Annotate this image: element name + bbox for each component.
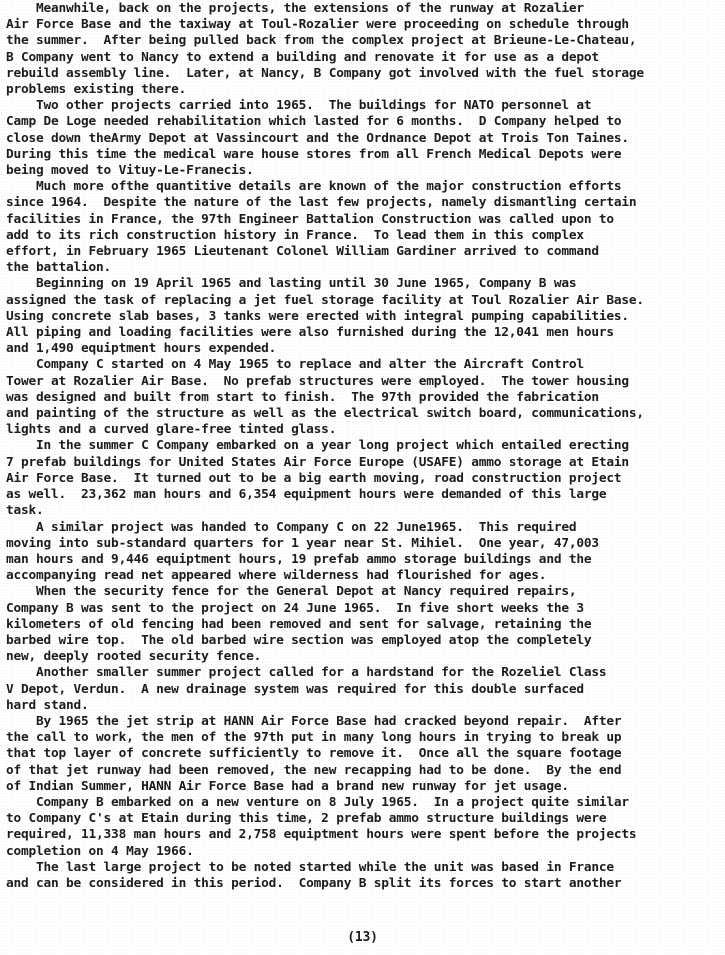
text-line: of Indian Summer, HANN Air Force Base had a brand new runway for jet usage. [6,778,569,794]
text-line: man hours and 9,446 equiptment hours, 19 prefab ammo storage buildings and the [6,551,592,567]
text-line: that top layer of concrete sufficiently to remove it. Once all the square footage [6,746,622,762]
page-number: (13) [347,930,378,945]
text-line: and 1,490 equiptment hours expended. [6,341,277,357]
paragraph-hann-jet-strip [6,714,713,795]
text-line: task. [6,503,44,519]
text-line: close down theArmy Depot at Vassincourt and the Ordnance Depot at Trois Ton Taines. [6,130,629,146]
text-line: Air Force Base. It turned out to be a big earth moving, road construction project [6,470,622,486]
text-line: was designed and built from start to finish. The 97th provided the fabrication [6,389,599,405]
paragraph-st-mihiel [6,520,713,585]
text-line: assigned the task of replacing a jet fuel storage facility at Toul Rozalier Air Base. [6,292,644,308]
text-line: Beginning on 19 April 1965 and lasting until 30 June 1965, Company B was [6,276,577,292]
text-line: In the summer C Company embarked on a year long project which entailed erecting [6,438,629,454]
text-line: Company B was sent to the project on 24 June 1965. In five short weeks the 3 [6,600,584,616]
paragraph-jet-fuel-storage [6,276,713,357]
text-line: Air Force Base and the taxiway at Toul-Rozalier were proceeding on schedule through [6,17,629,33]
paragraph-toul-rozalier [6,1,713,98]
text-line: Tower at Rozalier Air Base. No prefab structures were employed. The tower housing [6,373,629,389]
paragraph-security-fence [6,584,713,665]
text-line: and painting of the structure as well as the electrical switch board, communications, [6,406,644,422]
text-line: kilometers of old fencing had been removed and sent for salvage, retaining the [6,616,592,632]
text-line: Another smaller summer project called for a hardstand for the Rozeliel Class [6,665,607,681]
text-line: barbed wire top. The old barbed wire section was employed atop the completely [6,632,592,648]
paragraph-control-tower [6,357,713,438]
text-line: the summer. After being pulled back from the complex project at Brieune-Le-Chateau, [6,33,637,49]
text-line: B Company went to Nancy to extend a building and renovate it for use as a depot [6,49,599,65]
text-line: The last large project to be noted started while the unit was based in France [6,859,614,875]
text-line: Camp De Loge needed rehabilitation which lasted for 6 months. D Company helped to [6,114,622,130]
text-line: to Company C's at Etain during this time, 2 prefab ammo structure buildings were [6,811,607,827]
text-line: required, 11,338 man hours and 2,758 equiptment hours were spent before the projects [6,827,637,843]
text-line: moving into sub-standard quarters for 1 year near St. Mihiel. One year, 47,003 [6,535,599,551]
text-line: the call to work, the men of the 97th put in many long hours in trying to break up [6,730,622,746]
paragraph-quantitive-details [6,179,713,276]
text-line: hard stand. [6,697,89,713]
text-line: as well. 23,362 man hours and 6,354 equipment hours were demanded of this large [6,487,607,503]
paragraph-usafe-ammo-storage [6,438,713,519]
text-line: and can be considered in this period. Company B split its forces to start another [6,875,622,891]
text-line: since 1964. Despite the nature of the last few projects, namely dismantling certain [6,195,637,211]
paragraph-rozeliel-hardstand [6,665,713,714]
text-line: Company B embarked on a new venture on 8 July 1965. In a project quite similar [6,794,629,810]
text-line: Meanwhile, back on the projects, the extensions of the runway at Rozalier [6,1,584,16]
text-line: During this time the medical ware house stores from all French Medical Depots were [6,146,622,162]
text-line: All piping and loading facilities were also furnished during the 12,041 men hours [6,325,614,341]
text-line: effort, in February 1965 Lieutenant Colonel William Gardiner arrived to command [6,244,599,260]
text-line: the battalion. [6,260,112,276]
text-line: V Depot, Verdun. A new drainage system was required for this double surfaced [6,681,584,697]
text-line: Two other projects carried into 1965. The buildings for NATO personnel at [6,98,592,114]
paragraph-last-large-project [6,860,713,892]
paragraph-nato-personnel [6,98,713,179]
paragraph-etain-venture [6,795,713,860]
text-line: accompanying read net appeared where wilderness had flourished for ages. [6,568,547,584]
text-line: of that jet runway had been removed, the new recapping had to be done. By the end [6,762,622,778]
text-line: lights and a curved glare-free tinted glass. [6,422,337,438]
text-line: problems existing there. [6,82,187,98]
text-line: rebuild assembly line. Later, at Nancy, B Company got involved with the fuel storage [6,65,644,81]
text-line: 7 prefab buildings for United States Air Force Europe (USAFE) ammo storage at Etain [6,454,629,470]
text-line: being moved to Vituy-Le-Franecis. [6,163,254,179]
text-line: Company C started on 4 May 1965 to replace and alter the Aircraft Control [6,357,584,373]
text-line: Using concrete slab bases, 3 tanks were erected with integral pumping capabilities. [6,308,629,324]
text-line: A similar project was handed to Company C on 22 June1965. This required [6,519,577,535]
text-line: completion on 4 May 1966. [6,843,194,859]
body-text [6,1,713,892]
text-line: When the security fence for the General Depot at Nancy required repairs, [6,584,577,600]
text-line: By 1965 the jet strip at HANN Air Force Base had cracked beyond repair. After [6,713,622,729]
text-line: add to its rich construction history in France. To lead them in this complex [6,227,584,243]
text-line: facilities in France, the 97th Engineer Battalion Construction was called upon to [6,211,614,227]
text-line: new, deeply rooted security fence. [6,649,262,665]
text-line: Much more ofthe quantitive details are known of the major construction efforts [6,179,622,195]
